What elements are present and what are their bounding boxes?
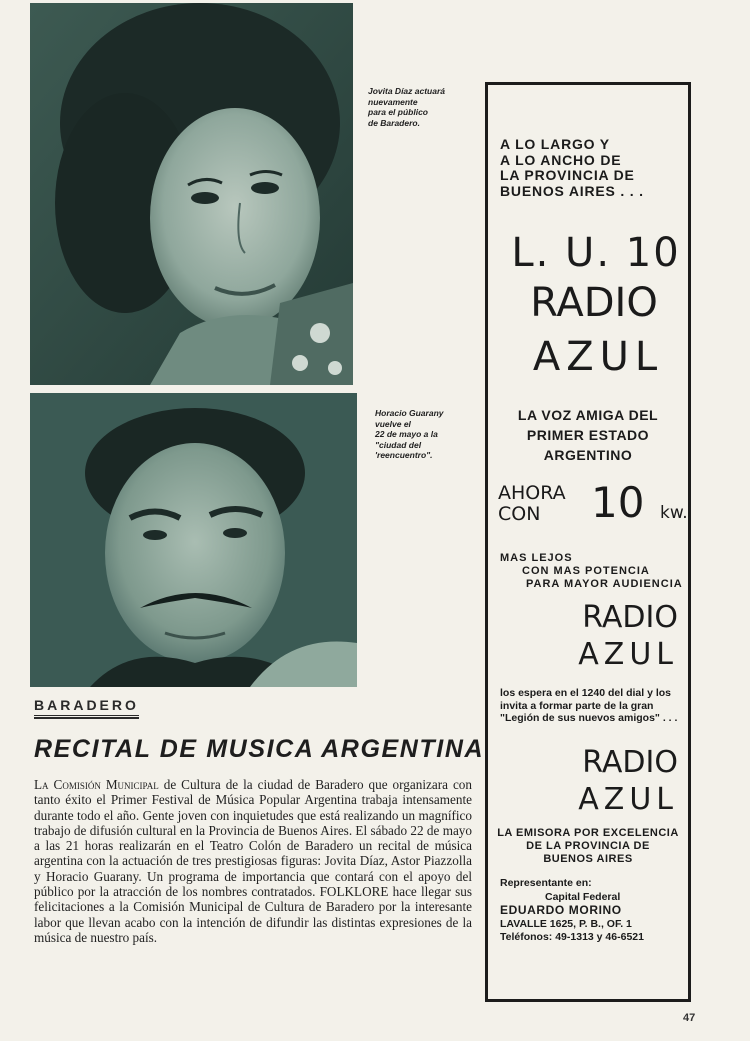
ad-power-block	[498, 478, 688, 529]
ad-rep-phones: Teléfonos: 49-1313 y 46-6521	[500, 931, 644, 943]
ad-azul-title: AZUL	[532, 334, 664, 380]
portrait-man-image	[30, 393, 357, 687]
ad-radio-title: RADIO	[530, 280, 658, 326]
ad-con: CON	[498, 503, 541, 525]
ad-station-code: L. U. 10	[511, 230, 681, 276]
ad-intro-line: A LO ANCHO DE	[500, 151, 622, 168]
ad-emisora-line: LA EMISORA POR EXCELENCIA	[497, 827, 679, 839]
ad-rep-name: EDUARDO MORINO	[500, 903, 622, 917]
ad-emisora-line: BUENOS AIRES	[543, 853, 633, 865]
photo-jovita-diaz	[30, 3, 353, 385]
page-number: 47	[683, 1012, 696, 1024]
photo-caption-jovita: Jovita Díaz actuará nuevamente para el público de Baradero.	[368, 86, 446, 128]
article-lead: La Comisión Municipal	[34, 777, 159, 792]
section-label: BARADERO	[34, 697, 139, 719]
ad-invitation-text: los espera en el 1240 del dial y los invita a formar parte de la gran "Legión de sus nuevos amigos" . . .	[500, 687, 678, 724]
ad-azul-title-2: AZUL	[578, 637, 678, 672]
ad-slogan-line: LA VOZ AMIGA DEL	[517, 407, 659, 423]
ad-reach-line: MAS LEJOS	[500, 552, 573, 564]
portrait-woman-image	[30, 3, 353, 385]
ad-radio-title-2: RADIO	[582, 600, 678, 635]
ad-reach-line: PARA MAYOR AUDIENCIA	[526, 578, 683, 590]
ad-slogan-line: ARGENTINO	[543, 447, 633, 463]
radio-azul-advertisement	[485, 82, 691, 1002]
ad-emisora-text	[488, 827, 688, 866]
ad-power-unit: kw.	[660, 503, 688, 523]
ad-ahora-con	[498, 483, 566, 525]
ad-intro-line: A LO LARGO Y	[500, 136, 610, 152]
ad-reach-text	[500, 552, 683, 591]
ad-rep-city: Capital Federal	[545, 890, 621, 903]
ad-reach-line: CON MAS POTENCIA	[522, 565, 650, 577]
ad-rep-address: LAVALLE 1625, P. B., OF. 1	[500, 917, 632, 930]
ad-intro	[500, 137, 644, 199]
article-text: de Cultura de la ciudad de Baradero que organizara con tanto éxito el Primer Festival de Música Popular Argentina trabaja intensamente durante todo el año. Gente joven con inquietudes que está realizando un magnífico trabajo de difusión cultural en la Provincia de Buenos Aires. El sábado 22 de mayo a las 21 horas realizarán en el Teatro Colón de Baradero un recital de música argentina con la actuación de tres prestigiosas figuras: Jovita Díaz, Astor Piazzolla y Horacio Guarany. Un programa de importancia que contará con el apoyo del público por la atracción de los nombres contratados. FOLKLORE hace llegar sus felicitaciones a la Comisión Municipal de Cultura de Baradero por la interesante labor que llevan acabo con la intención de difundir las distintas expresiones de la música de nuestro país.	[34, 777, 472, 945]
ad-emisora-line: DE LA PROVINCIA DE	[526, 840, 650, 852]
ad-intro-line: LA PROVINCIA DE	[500, 167, 635, 183]
ad-rep-label: Representante en:	[500, 877, 592, 889]
ad-ahora: AHORA	[498, 482, 566, 504]
ad-azul-title-3: AZUL	[578, 782, 678, 817]
ad-power-value: 10	[591, 478, 645, 527]
article-body	[34, 777, 472, 945]
ad-slogan	[488, 405, 688, 465]
ad-representative	[500, 877, 690, 945]
ad-slogan-line: PRIMER ESTADO	[526, 427, 650, 443]
photo-horacio-guarany	[30, 393, 357, 687]
photo-caption-horacio: Horacio Guarany vuelve el 22 de mayo a la "ciudad del 'reencuentro".	[375, 408, 444, 460]
article-headline: RECITAL DE MUSICA ARGENTINA	[34, 735, 485, 763]
ad-intro-line: BUENOS AIRES . . .	[500, 182, 644, 199]
ad-radio-title-3: RADIO	[582, 745, 678, 780]
